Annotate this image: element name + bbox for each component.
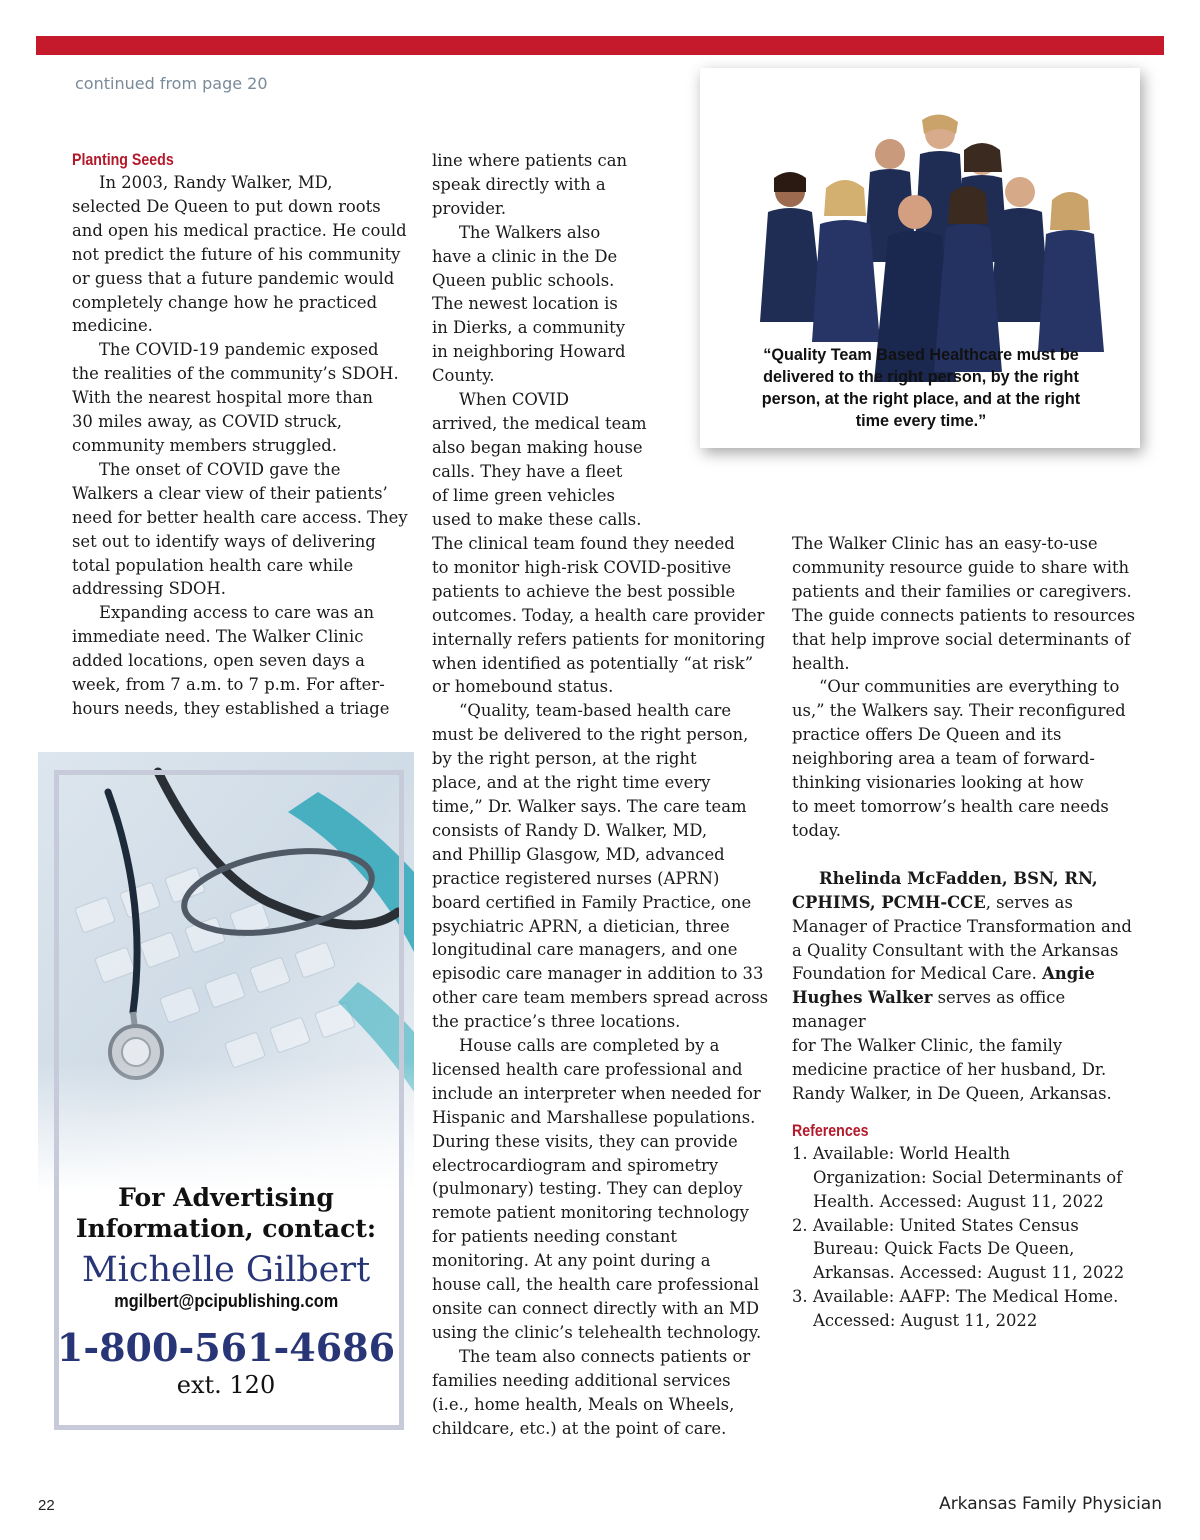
paragraph: The onset of COVID gave the Walkers a clear view of their patients’ need for better health care access. They set out to identify ways of delivering total population health care while addressing SDOH. [72, 459, 408, 599]
paragraph: In 2003, Randy Walker, MD, selected De Queen to put down roots and open his medical practice. He could not predict the future of his community or guess that a future pandemic would completely change how he practiced medicine. [72, 173, 407, 336]
paragraph: The COVID-19 pandemic exposed the realities of the community’s SDOH. With the nearest hospital more than 30 miles away, as COVID struck, community members struggled. [72, 340, 399, 455]
reference-item: 2. Available: United States Census Bureau: Quick Facts De Queen, Arkansas. Accessed: August 11, 2022 [792, 1215, 1125, 1283]
article-column-2-bottom [432, 532, 772, 1440]
paragraph: When COVID arrived, the medical team also began making house calls. They have a fleet of lime green vehicles used to make these calls. [432, 390, 647, 529]
article-column-2-top [432, 149, 662, 532]
ad-contact-name: Michelle Gilbert [81, 1250, 371, 1290]
ad-contact-block [38, 1182, 414, 1398]
author-name: Angie [1042, 964, 1095, 984]
page-number: 22 [38, 1497, 55, 1514]
reference-item: 3. Available: AAFP: The Medical Home. Accessed: August 11, 2022 [792, 1287, 1119, 1331]
paragraph: Expanding access to care was an immediate need. The Walker Clinic added locations, open seven days a week, from 7 a.m. to 7 p.m. For after- hours needs, they established a triage [72, 603, 390, 718]
reference-item: 1. Available: World Health Organization: Social Determinants of Health. Accessed: August 11, 2022 [792, 1143, 1123, 1211]
continued-note: continued from page 20 [75, 74, 268, 93]
paragraph: The Walker Clinic has an easy-to-use community resource guide to share with patients and their families or caregivers. The guide connects patients to resources that help improve social determinants of health. [792, 534, 1136, 673]
publication-name: Arkansas Family Physician [939, 1494, 1162, 1514]
ad-phone-number[interactable]: 1-800-561-4686 [56, 1325, 396, 1370]
top-accent-bar [36, 36, 1164, 55]
paragraph: House calls are completed by a licensed health care professional and include an interpreter when needed for Hispanic and Marshallese populations. During these visits, they can provide electrocardiogram and spirometry (pulmonary) testing. They can deploy remote patient monitoring technology for patients needing constant monitoring. At any point during a house call, the health care professional onsite can connect directly with an MD using the clinic’s telehealth technology. [432, 1036, 762, 1342]
ad-headline-2: Information, contact: [75, 1214, 377, 1243]
author-bio: Rhelinda McFadden, BSN, RN, CPHIMS, PCMH-CCE, serves as Manager of Practice Transformation and a Quality Consultant with the Arkansas Foundation for Medical Care. Angie Hughes Walker serves as office manager for The Walker Clinic, the family medicine practice of her husband, Dr. Randy Walker, in De Queen, Arkansas. [792, 868, 1132, 1103]
paragraph: line where patients can speak directly with a provider. [432, 151, 628, 218]
paragraph: “Quality, team-based health care must be delivered to the right person, by the right person, at the right place, and at the right time every time,” Dr. Walker says. The care team consists of Randy D. Walker, MD, and Phillip Glasgow, MD, advanced practice registered nurses (APRN) board certified in Family Practice, one psychiatric APRN, a dietician, three longitudinal care managers, and one episodic care manager in addition to 33 other care team members spread across the practice’s three locations. [432, 701, 769, 1032]
references-list [792, 1142, 1137, 1333]
paragraph: The team also connects patients or families needing additional services (i.e., home health, Meals on Wheels, childcare, etc.) at the point of care. [432, 1346, 751, 1438]
author-credentials: CPHIMS, PCMH-CCE [792, 892, 986, 912]
section-heading: Planting Seeds [72, 151, 174, 169]
article-column-3 [792, 532, 1137, 1333]
paragraph: The Walkers also have a clinic in the De Queen public schools. The newest location is in Dierks, a community in neighboring Howard County. [432, 222, 626, 386]
photo-caption-quote: “Quality Team Based Healthcare must be delivered to the right person, by the right person, at the right place, and at the right time every time.” [761, 346, 1081, 430]
ad-email-link[interactable]: mgilbert@pcipublishing.com [114, 1290, 338, 1311]
ad-phone-extension: ext. 120 [176, 1371, 276, 1399]
paragraph: The clinical team found they needed to monitor high-risk COVID-positive patients to achieve the best possible outcomes. Today, a health care provider internally refers patients for monitoring when identified as potentially “at risk” or homebound status. [432, 534, 766, 697]
ad-headline: For Advertising [118, 1183, 334, 1212]
article-column-1 [72, 149, 412, 721]
team-photo-card [700, 68, 1140, 448]
paragraph: “Our communities are everything to us,” the Walkers say. Their reconfigured practice offers De Queen and its neighboring area a team of forward- thinking visionaries looking at how to meet tomorrow’s health care needs today. [792, 677, 1126, 840]
team-members [760, 114, 1104, 382]
advertisement [38, 752, 414, 1442]
references-heading: References [792, 1121, 869, 1140]
author-name: Rhelinda McFadden, BSN, RN, [819, 868, 1098, 888]
